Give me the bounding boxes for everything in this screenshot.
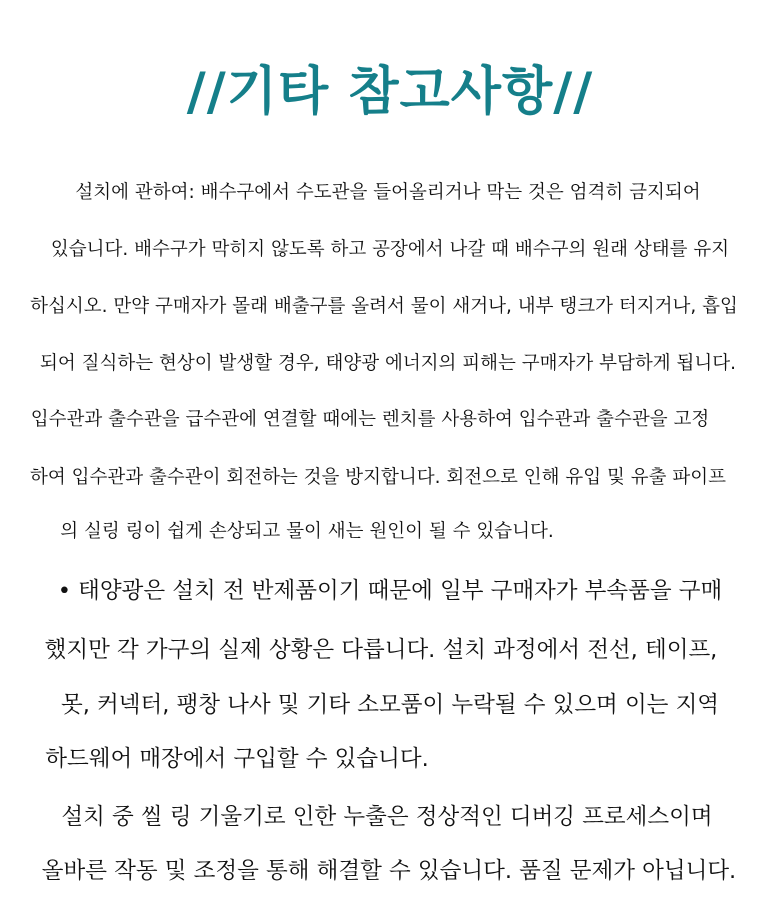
text-line: 하십시오. 만약 구매자가 몰래 배출구를 올려서 물이 새거나, 내부 탱크가 터지거나, 흡입: [30, 296, 738, 317]
text-line: 되어 질식하는 현상이 발생할 경우, 태양광 에너지의 피해는 구매자가 부담하게 됩니다.: [39, 353, 737, 374]
text-line: 하여 입수관과 출수관이 회전하는 것을 방지합니다. 회전으로 인해 유입 및 유출 파이프: [29, 467, 727, 488]
text-line: 있습니다. 배수구가 막히지 않도록 하고 공장에서 나갈 때 배수구의 원래 상태를 유지: [50, 239, 730, 260]
page-title: //기타 참고사항//: [186, 62, 594, 122]
text-line: 입수관과 출수관을 급수관에 연결할 때에는 렌치를 사용하여 입수관과 출수관을 고정: [30, 409, 710, 430]
text-line: 설치에 관하여: 배수구에서 수도관을 들어올리거나 막는 것은 엄격히 금지되어: [75, 182, 701, 203]
text-line: 올바른 작동 및 조정을 통해 해결할 수 있습니다. 품질 문제가 아닙니다.: [41, 858, 737, 884]
text-line: 설치 중 씰 링 기울기로 인한 누출은 정상적인 디버깅 프로세스이며: [61, 804, 713, 830]
text-line: 하드웨어 매장에서 구입할 수 있습니다.: [45, 746, 429, 772]
text-line: • 태양광은 설치 전 반제품이기 때문에 일부 구매자가 부속품을 구매: [57, 578, 723, 604]
text-line: 못, 커넥터, 팽창 나사 및 기타 소모품이 누락될 수 있으며 이는 지역: [60, 692, 720, 718]
text-line: 했지만 각 가구의 실제 상황은 다릅니다. 설치 과정에서 전선, 테이프,: [44, 637, 718, 663]
text-line: 의 실링 링이 쉽게 손상되고 물이 새는 원인이 될 수 있습니다.: [60, 521, 554, 542]
